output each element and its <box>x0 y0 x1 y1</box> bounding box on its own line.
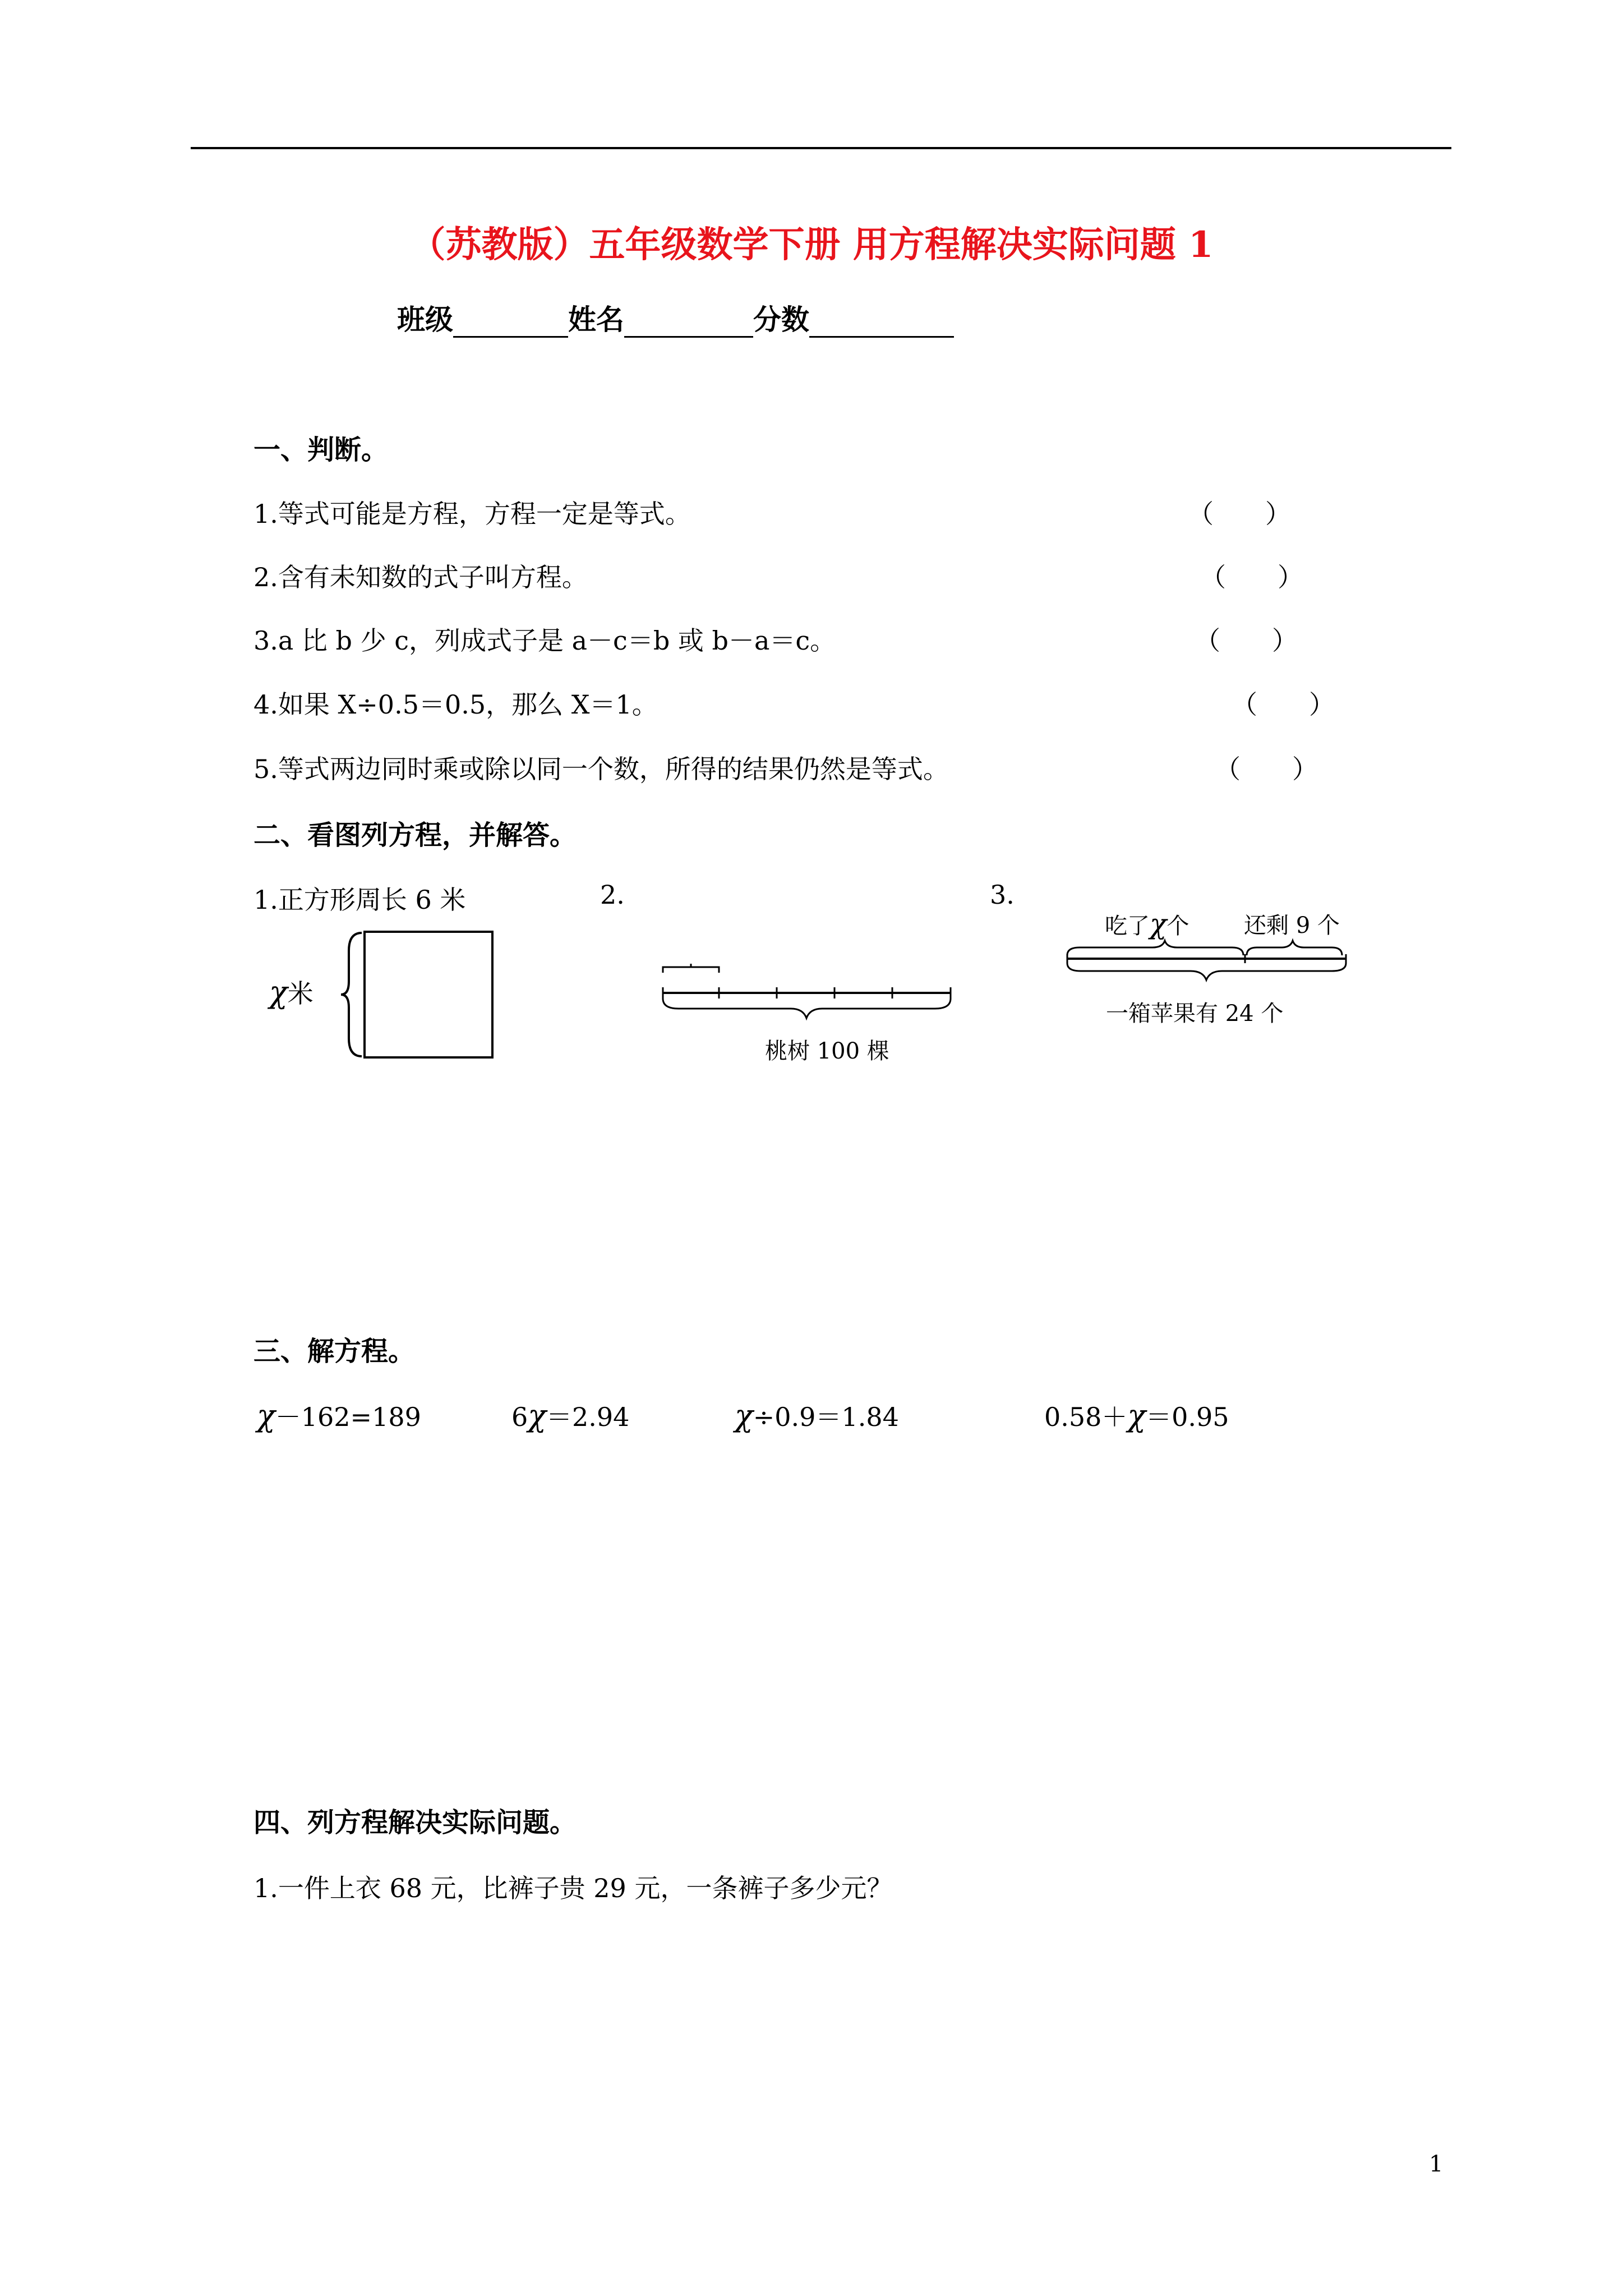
figure-2-small-brace <box>663 967 719 973</box>
equation-4-pre: 0.58＋ <box>1044 1402 1128 1432</box>
equation-1-variable: χ <box>257 1398 275 1433</box>
equation-4 <box>1044 1397 1229 1434</box>
judge-item-3: 3.a 比 b 少 c，列成式子是 a－c＝b 或 b－a＝c。 <box>253 625 836 656</box>
judge-answer-4[interactable]: （ ） <box>1232 689 1335 720</box>
equation-2 <box>511 1397 629 1434</box>
figure-1-square-diagram <box>336 928 499 1063</box>
judge-item-2: 2.含有未知数的式子叫方程。 <box>253 562 588 592</box>
page-title: （苏教版）五年级数学下册 用方程解决实际问题 1 <box>409 224 1214 266</box>
score-blank[interactable] <box>809 306 954 338</box>
figure-3-eaten-suffix: 个 <box>1166 913 1189 939</box>
judge-item-5: 5.等式两边同时乘或除以同一个数，所得的结果仍然是等式。 <box>253 754 949 784</box>
figure-3-eaten-brace <box>1067 941 1243 955</box>
figure-3-segment-diagram <box>1063 940 1354 1001</box>
score-label: 分数 <box>753 303 809 336</box>
figure-1-square <box>365 932 492 1057</box>
figure-3-label: 3. <box>990 880 1015 910</box>
figure-3-eaten-prefix: 吃了 <box>1105 913 1150 939</box>
header-rule <box>191 147 1451 149</box>
section-4-heading: 四、列方程解决实际问题。 <box>253 1807 577 1838</box>
figure-3-left-label: 还剩 9 个 <box>1244 913 1340 938</box>
page-number: 1 <box>1429 2151 1444 2177</box>
equation-3-variable: χ <box>735 1398 753 1433</box>
figure-1-variable: χ <box>269 974 288 1010</box>
equation-4-variable: χ <box>1127 1398 1146 1433</box>
figure-1-side-label <box>269 973 313 1010</box>
figure-1-brace <box>341 933 362 1056</box>
section-3-heading: 三、解方程。 <box>253 1336 416 1367</box>
class-blank[interactable] <box>453 306 568 338</box>
judge-answer-1[interactable]: （ ） <box>1188 499 1291 529</box>
figure-3-left-brace <box>1247 941 1342 955</box>
equation-3-post: ÷0.9＝1.84 <box>753 1402 899 1432</box>
student-info-line <box>397 297 954 338</box>
equation-2-pre: 6 <box>511 1402 528 1432</box>
figure-2-caption: 桃树 100 棵 <box>765 1038 889 1064</box>
figure-2-segment-diagram <box>656 954 959 1021</box>
figure-1-label: 1.正方形周长 6 米 <box>253 885 466 915</box>
judge-answer-2[interactable]: （ ） <box>1200 562 1303 592</box>
judge-item-1: 1.等式可能是方程，方程一定是等式。 <box>253 499 691 529</box>
figure-1-unit: 米 <box>287 978 313 1009</box>
equation-4-post: ＝0.95 <box>1146 1402 1229 1432</box>
equation-1 <box>257 1397 421 1434</box>
name-label: 姓名 <box>568 303 624 336</box>
name-blank[interactable] <box>624 306 753 338</box>
figure-3-total-brace <box>1067 963 1346 980</box>
class-label: 班级 <box>397 303 453 336</box>
word-problem-1: 1.一件上衣 68 元，比裤子贵 29 元，一条裤子多少元？ <box>253 1873 893 1903</box>
figure-3-caption: 一箱苹果有 24 个 <box>1106 1001 1284 1027</box>
figure-3-variable: χ <box>1150 908 1167 940</box>
figure-2-total-brace <box>663 999 951 1018</box>
judge-answer-5[interactable]: （ ） <box>1215 754 1318 784</box>
figure-2-label: 2. <box>600 880 625 910</box>
figure-3-eaten-label <box>1105 908 1189 940</box>
judge-item-4: 4.如果 X÷0.5＝0.5，那么 X＝1。 <box>253 689 658 720</box>
equation-3 <box>735 1397 899 1434</box>
equation-1-post: －162=189 <box>275 1402 421 1432</box>
section-1-heading: 一、判断。 <box>253 434 389 466</box>
equation-2-post: ＝2.94 <box>546 1402 630 1432</box>
equation-2-variable: χ <box>528 1398 547 1433</box>
section-2-heading: 二、看图列方程，并解答。 <box>253 820 577 851</box>
judge-answer-3[interactable]: （ ） <box>1195 625 1298 656</box>
